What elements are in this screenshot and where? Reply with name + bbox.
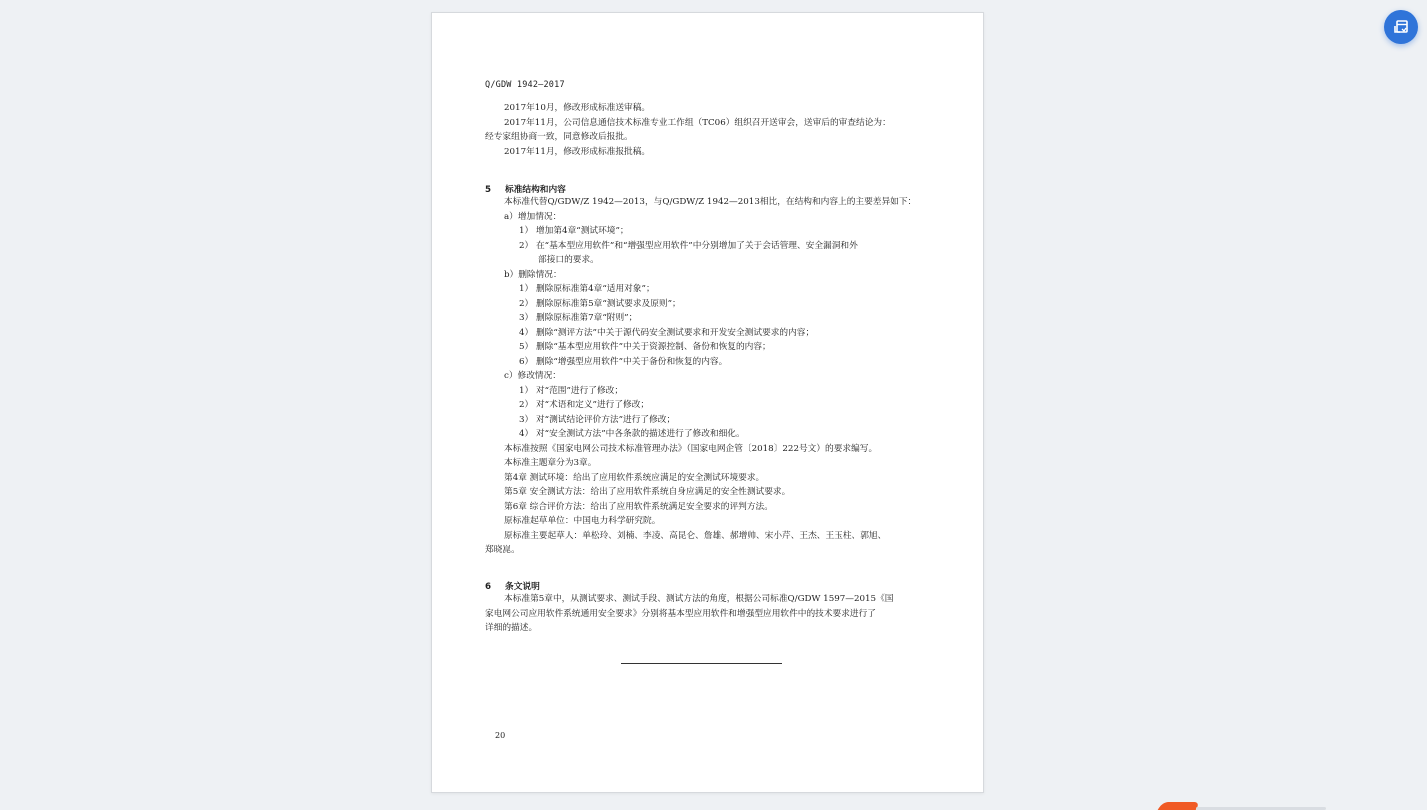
section-5-line: 6） 删除“增强型应用软件”中关于备份和恢复的内容。: [519, 356, 728, 367]
section-title: 条文说明: [505, 582, 540, 592]
section-5-line: 2） 对“术语和定义”进行了修改；: [519, 400, 650, 410]
section-5-line: 5） 删除“基本型应用软件”中关于资源控制、备份和恢复的内容；: [519, 342, 771, 352]
section-6-line: 详细的描述。: [485, 623, 538, 633]
split-view-icon: [1392, 18, 1410, 36]
section-5-line: 1） 增加第4章“测试环境”；: [519, 226, 629, 236]
corner-decoration: [1158, 802, 1201, 810]
paragraph-line: 2017年11月，修改形成标准报批稿。: [504, 146, 651, 157]
paragraph-line: 经专家组协商一致，同意修改后报批。: [485, 132, 633, 142]
document-code: Q/GDW 1942—2017: [485, 80, 565, 90]
section-5-line: 3） 对“测试结论评价方法”进行了修改；: [519, 414, 676, 425]
end-rule: [621, 663, 782, 664]
section-5-line: 1） 对“范围”进行了修改；: [519, 385, 624, 396]
section-title: 标准结构和内容: [505, 185, 566, 195]
section-5-line: 2） 删除原标准第5章“测试要求及原则”；: [519, 298, 681, 309]
document-page: [431, 12, 984, 793]
section-number: 6: [485, 582, 492, 592]
section-5-line: 第5章 安全测试方法：给出了应用软件系统自身应满足的安全性测试要求。: [504, 487, 791, 497]
section-5-line: 原标准起草单位：中国电力科学研究院。: [504, 516, 661, 526]
section-5-line: 1） 删除原标准第4章“适用对象”；: [519, 284, 655, 294]
section-6-line: 本标准第5章中，从测试要求、测试手段、测试方法的角度，根据公司标准Q/GDW 1597—2015《国: [504, 594, 894, 604]
section-5-line: 2） 在“基本型应用软件”和“增强型应用软件”中分别增加了关于会话管理、安全漏洞和外: [519, 240, 858, 251]
section-5-line: a）增加情况：: [504, 211, 562, 222]
section-6-line: 家电网公司应用软件系统通用安全要求》分别将基本型应用软件和增强型应用软件中的技术要求进行了: [485, 608, 876, 619]
section-5-line: 本标准主题章分为3章。: [504, 458, 597, 468]
section-5-line: 本标准代替Q/GDW/Z 1942—2013，与Q/GDW/Z 1942—2013相比，在结构和内容上的主要差异如下：: [504, 197, 917, 207]
section-5-line: 原标准主要起草人：单松玲、刘楠、李凌、高昆仑、詹雄、郝增帅、宋小芹、王杰、王玉柱、郭旭、: [504, 530, 887, 541]
section-5-heading: [485, 185, 566, 196]
section-5-line: 部接口的要求。: [538, 255, 599, 265]
section-5-line: 第6章 综合评价方法：给出了应用软件系统满足安全要求的评判方法。: [504, 501, 773, 512]
section-5-line: b）删除情况：: [504, 269, 562, 280]
split-view-button[interactable]: [1384, 10, 1418, 44]
section-6-heading: [485, 582, 540, 593]
section-5-line: 郑晓崑。: [485, 545, 520, 555]
section-5-line: 第4章 测试环境：给出了应用软件系统应满足的安全测试环境要求。: [504, 472, 765, 483]
section-5-line: 本标准按照《国家电网公司技术标准管理办法》（国家电网企管〔2018〕222号文）的要求编写。: [504, 443, 878, 454]
section-5-line: 4） 删除“测评方法”中关于源代码安全测试要求和开发安全测试要求的内容；: [519, 327, 815, 338]
section-5-line: c）修改情况：: [504, 371, 561, 381]
paragraph-line: 2017年10月，修改形成标准送审稿。: [504, 103, 651, 113]
page-number: 20: [495, 731, 506, 740]
paragraph-line: 2017年11月，公司信息通信技术标准专业工作组（TC06）组织召开送审会，送审后的审查结论为：: [504, 117, 891, 128]
section-5-line: 3） 删除原标准第7章“附则”；: [519, 313, 638, 323]
section-5-line: 4） 对“安全测试方法”中各条款的描述进行了修改和细化。: [519, 429, 745, 439]
section-number: 5: [485, 185, 492, 195]
